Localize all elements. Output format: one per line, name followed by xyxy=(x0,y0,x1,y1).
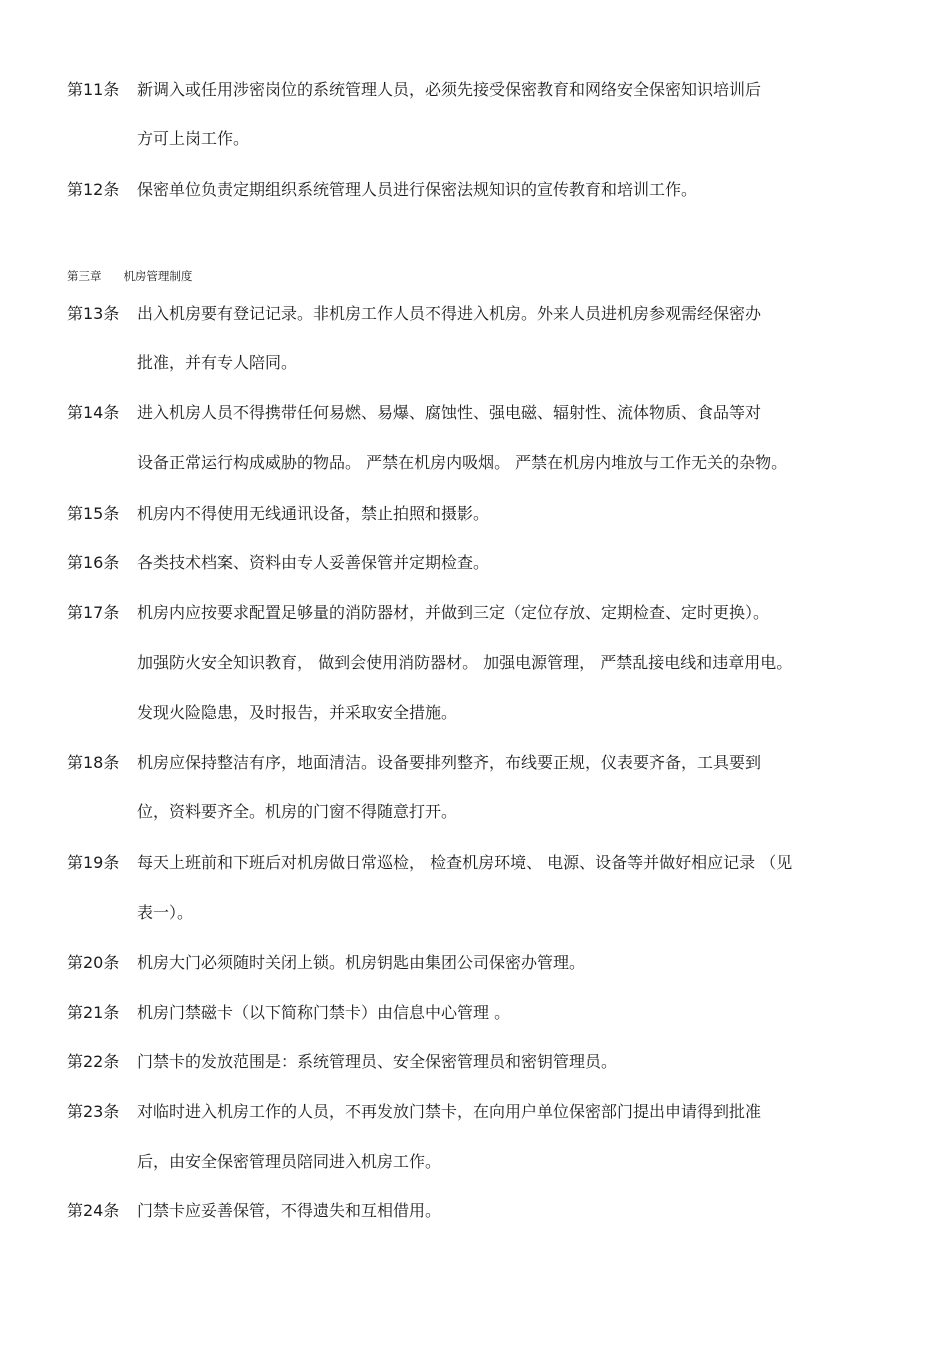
article-number: 第21条 xyxy=(67,1003,120,1022)
article-12 xyxy=(67,179,697,201)
article-text: 位，资料要齐全。机房的门窗不得随意打开。 xyxy=(137,802,458,821)
article-text: 机房应保持整洁有序，地面清洁。设备要排列整齐，布线要正规，仪表要齐备，工具要到 xyxy=(137,753,762,772)
article-text: 出入机房要有登记记录。非机房工作人员不得进入机房。外来人员进机房参观需经保密办 xyxy=(137,304,762,323)
article-14 xyxy=(67,402,761,424)
chapter-heading xyxy=(67,268,192,284)
article-text: 批准，并有专人陪同。 xyxy=(137,353,298,372)
article-number: 第11条 xyxy=(67,80,120,99)
article-text: 发现火险隐患，及时报告，并采取安全措施。 xyxy=(137,703,458,722)
article-text: 每天上班前和下班后对机房做日常巡检， 检查机房环境、 电源、设备等并做好相应记录 （见 xyxy=(137,853,793,872)
article-number: 第23条 xyxy=(67,1102,120,1121)
article-20 xyxy=(67,952,585,974)
article-11 xyxy=(67,79,761,101)
article-17-continued xyxy=(137,652,792,674)
article-text: 加强防火安全知识教育， 做到会使用消防器材。 加强电源管理， 严禁乱接电线和违章用电。 xyxy=(137,653,793,672)
article-text: 新调入或任用涉密岗位的系统管理人员，必须先接受保密教育和网络安全保密知识培训后 xyxy=(137,80,762,99)
article-13-continued xyxy=(137,352,297,374)
article-23 xyxy=(67,1101,761,1123)
article-number: 第12条 xyxy=(67,180,120,199)
article-number: 第20条 xyxy=(67,953,120,972)
article-14-continued xyxy=(137,452,787,474)
article-text: 后，由安全保密管理员陪同进入机房工作。 xyxy=(137,1152,442,1171)
article-text: 方可上岗工作。 xyxy=(137,129,250,148)
article-number: 第19条 xyxy=(67,853,120,872)
article-19 xyxy=(67,852,792,874)
article-16 xyxy=(67,552,489,574)
article-21 xyxy=(67,1002,510,1024)
article-17 xyxy=(67,602,769,624)
article-19-continued xyxy=(137,902,193,924)
article-text: 机房大门必须随时关闭上锁。机房钥匙由集团公司保密办管理。 xyxy=(137,953,586,972)
chapter-title: 机房管理制度 xyxy=(123,269,193,283)
article-23-continued xyxy=(137,1151,441,1173)
article-number: 第24条 xyxy=(67,1201,120,1220)
article-number: 第16条 xyxy=(67,553,120,572)
article-11-continued xyxy=(137,128,249,150)
article-22 xyxy=(67,1051,617,1073)
article-text: 进入机房人员不得携带任何易燃、易爆、腐蚀性、强电磁、辐射性、流体物质、食品等对 xyxy=(137,403,762,422)
article-18-continued xyxy=(137,801,457,823)
article-text: 表一）。 xyxy=(137,903,194,922)
article-text: 机房内不得使用无线通讯设备，禁止拍照和摄影。 xyxy=(137,504,490,523)
chapter-label: 第三章 xyxy=(67,269,102,283)
article-17-continued xyxy=(137,702,457,724)
article-text: 对临时进入机房工作的人员，不再发放门禁卡，在向用户单位保密部门提出申请得到批准 xyxy=(137,1102,762,1121)
article-18 xyxy=(67,752,761,774)
article-text: 门禁卡的发放范围是：系统管理员、安全保密管理员和密钥管理员。 xyxy=(137,1052,618,1071)
article-text: 机房门禁磁卡（以下简称门禁卡）由信息中心管理 。 xyxy=(137,1003,511,1022)
article-13 xyxy=(67,303,761,325)
article-number: 第22条 xyxy=(67,1052,120,1071)
article-number: 第14条 xyxy=(67,403,120,422)
article-number: 第18条 xyxy=(67,753,120,772)
article-number: 第13条 xyxy=(67,304,120,323)
article-15 xyxy=(67,503,489,525)
article-text: 设备正常运行构成威胁的物品。 严禁在机房内吸烟。 严禁在机房内堆放与工作无关的杂物。 xyxy=(137,453,788,472)
article-text: 机房内应按要求配置足够量的消防器材，并做到三定（定位存放、定期检查、定时更换）。 xyxy=(137,603,770,622)
article-text: 保密单位负责定期组织系统管理人员进行保密法规知识的宣传教育和培训工作。 xyxy=(137,180,698,199)
article-number: 第15条 xyxy=(67,504,120,523)
article-text: 各类技术档案、资料由专人妥善保管并定期检查。 xyxy=(137,553,490,572)
article-number: 第17条 xyxy=(67,603,120,622)
article-text: 门禁卡应妥善保管，不得遗失和互相借用。 xyxy=(137,1201,442,1220)
article-24 xyxy=(67,1200,441,1222)
